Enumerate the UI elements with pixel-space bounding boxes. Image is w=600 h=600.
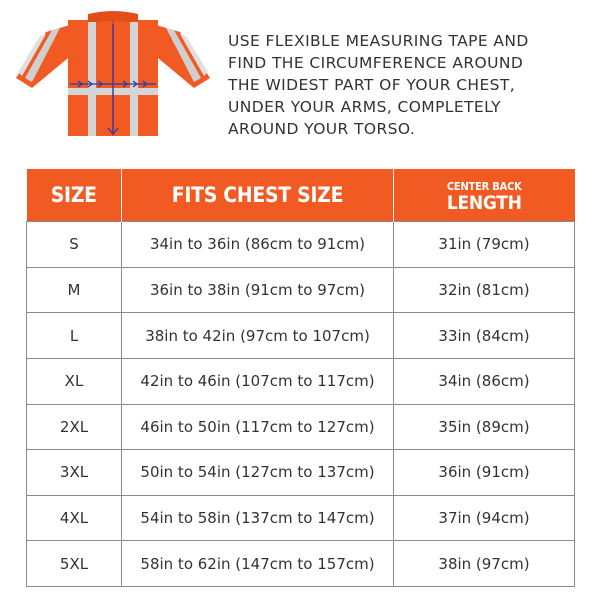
header-length-top: CENTER BACK xyxy=(446,180,522,193)
instruction-line: USE FLEXIBLE MEASURING TAPE AND xyxy=(228,32,529,50)
table-row xyxy=(27,541,575,587)
table-row xyxy=(27,358,575,404)
body-stripe-right xyxy=(130,22,138,136)
cell-length: 34in (86cm) xyxy=(394,358,575,404)
cell-chest: 42in to 46in (107cm to 117cm) xyxy=(122,358,394,404)
cell-chest: 50in to 54in (127cm to 137cm) xyxy=(122,450,394,496)
cell-chest: 38in to 42in (97cm to 107cm) xyxy=(122,313,394,359)
cell-length: 37in (94cm) xyxy=(394,495,575,541)
instruction-line: UNDER YOUR ARMS, COMPLETELY xyxy=(228,98,501,116)
cell-chest: 36in to 38in (91cm to 97cm) xyxy=(122,267,394,313)
cell-size: 3XL xyxy=(27,450,122,496)
table-row xyxy=(27,404,575,450)
instruction-line: THE WIDEST PART OF YOUR CHEST, xyxy=(228,76,516,94)
cell-chest: 46in to 50in (117cm to 127cm) xyxy=(122,404,394,450)
body-stripe-left xyxy=(88,22,96,136)
cell-length: 32in (81cm) xyxy=(394,267,575,313)
measuring-instructions xyxy=(228,30,588,140)
cell-length: 36in (91cm) xyxy=(394,450,575,496)
cell-length: 38in (97cm) xyxy=(394,541,575,587)
cell-size: M xyxy=(27,267,122,313)
cell-chest: 34in to 36in (86cm to 91cm) xyxy=(122,222,394,268)
cell-size: XL xyxy=(27,358,122,404)
cell-size: S xyxy=(27,222,122,268)
cell-chest: 54in to 58in (137cm to 147cm) xyxy=(122,495,394,541)
cell-chest: 58in to 62in (147cm to 157cm) xyxy=(122,541,394,587)
header-size: SIZE xyxy=(27,169,122,222)
header-length-bottom: LENGTH xyxy=(446,192,522,214)
cell-size: 4XL xyxy=(27,495,122,541)
header-chest-size: FITS CHEST SIZE xyxy=(122,169,394,222)
cell-length: 31in (79cm) xyxy=(394,222,575,268)
cell-length: 33in (84cm) xyxy=(394,313,575,359)
instruction-line: AROUND YOUR TORSO. xyxy=(228,120,416,138)
table-row xyxy=(27,450,575,496)
size-chart-table xyxy=(26,169,575,587)
table-row xyxy=(27,495,575,541)
table-row xyxy=(27,222,575,268)
jacket-illustration xyxy=(8,8,218,138)
table-header xyxy=(27,169,575,222)
header-center-back-length xyxy=(394,169,575,222)
instruction-line: FIND THE CIRCUMFERENCE AROUND xyxy=(228,54,524,72)
cell-size: 2XL xyxy=(27,404,122,450)
cell-size: L xyxy=(27,313,122,359)
table-row xyxy=(27,267,575,313)
cell-size: 5XL xyxy=(27,541,122,587)
cell-length: 35in (89cm) xyxy=(394,404,575,450)
table-row xyxy=(27,313,575,359)
